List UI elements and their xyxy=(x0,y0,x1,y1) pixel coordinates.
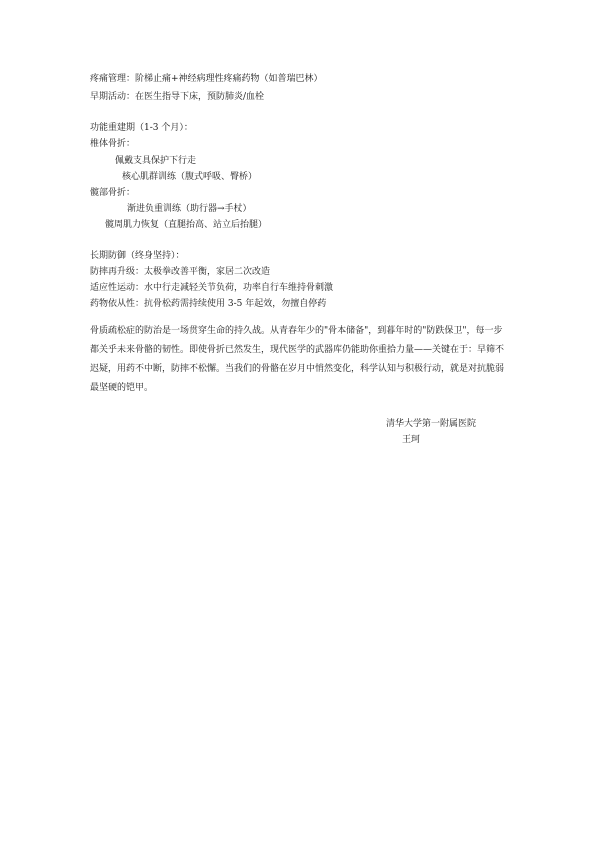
signature-author: 王珂 xyxy=(402,435,421,445)
section-heading-rebuild: 功能重建期（1-3 个月）： xyxy=(90,123,193,133)
vertebral-fracture-label: 椎体骨折： xyxy=(90,139,136,149)
signature-institution: 清华大学第一附属医院 xyxy=(386,419,477,429)
core-training-item: 核心肌群训练（腹式呼吸、臀桥） xyxy=(122,172,258,182)
early-activity-line: 早期活动：在医生指导下床，预防肺炎/血栓 xyxy=(90,92,265,102)
closing-paragraph: 骨质疏松症的防治是一场贯穿生命的持久战。从青春年少的"骨本储备"，到暮年时的"防跌保卫"，每一步都关乎未来骨骼的韧性。即使骨折已然发生，现代医学的武器库仍能助你重拾力量——关键在于：早筛不迟疑，用药不中断，防摔不松懈。当我们的骨骼在岁月中悄然变化，科学认知与积极行动，就是对抗脆弱最坚硬的铠甲。 xyxy=(90,326,505,393)
hip-fracture-label: 髋部骨折： xyxy=(90,188,136,198)
hip-muscle-item: 髋周肌力恢复（直腿抬高、站立后抬腿） xyxy=(105,220,268,230)
brace-walking-item: 佩戴支具保护下行走 xyxy=(115,156,197,166)
medication-adherence-line: 药物依从性：抗骨松药需持续使用 3-5 年起效，勿擅自停药 xyxy=(90,299,327,309)
weight-bearing-item: 渐进负重训练（助行器→手杖） xyxy=(127,204,252,214)
section-heading-long-term: 长期防御（终身坚持）： xyxy=(90,251,185,261)
adaptive-exercise-line: 适应性运动：水中行走减轻关节负荷，功率自行车维持骨刺激 xyxy=(90,283,334,293)
fall-prevention-line: 防摔再升级：太极拳改善平衡，家居二次改造 xyxy=(90,267,271,277)
pain-management-line: 疼痛管理：阶梯止痛+神经病理性疼痛药物（如普瑞巴林） xyxy=(90,74,323,84)
